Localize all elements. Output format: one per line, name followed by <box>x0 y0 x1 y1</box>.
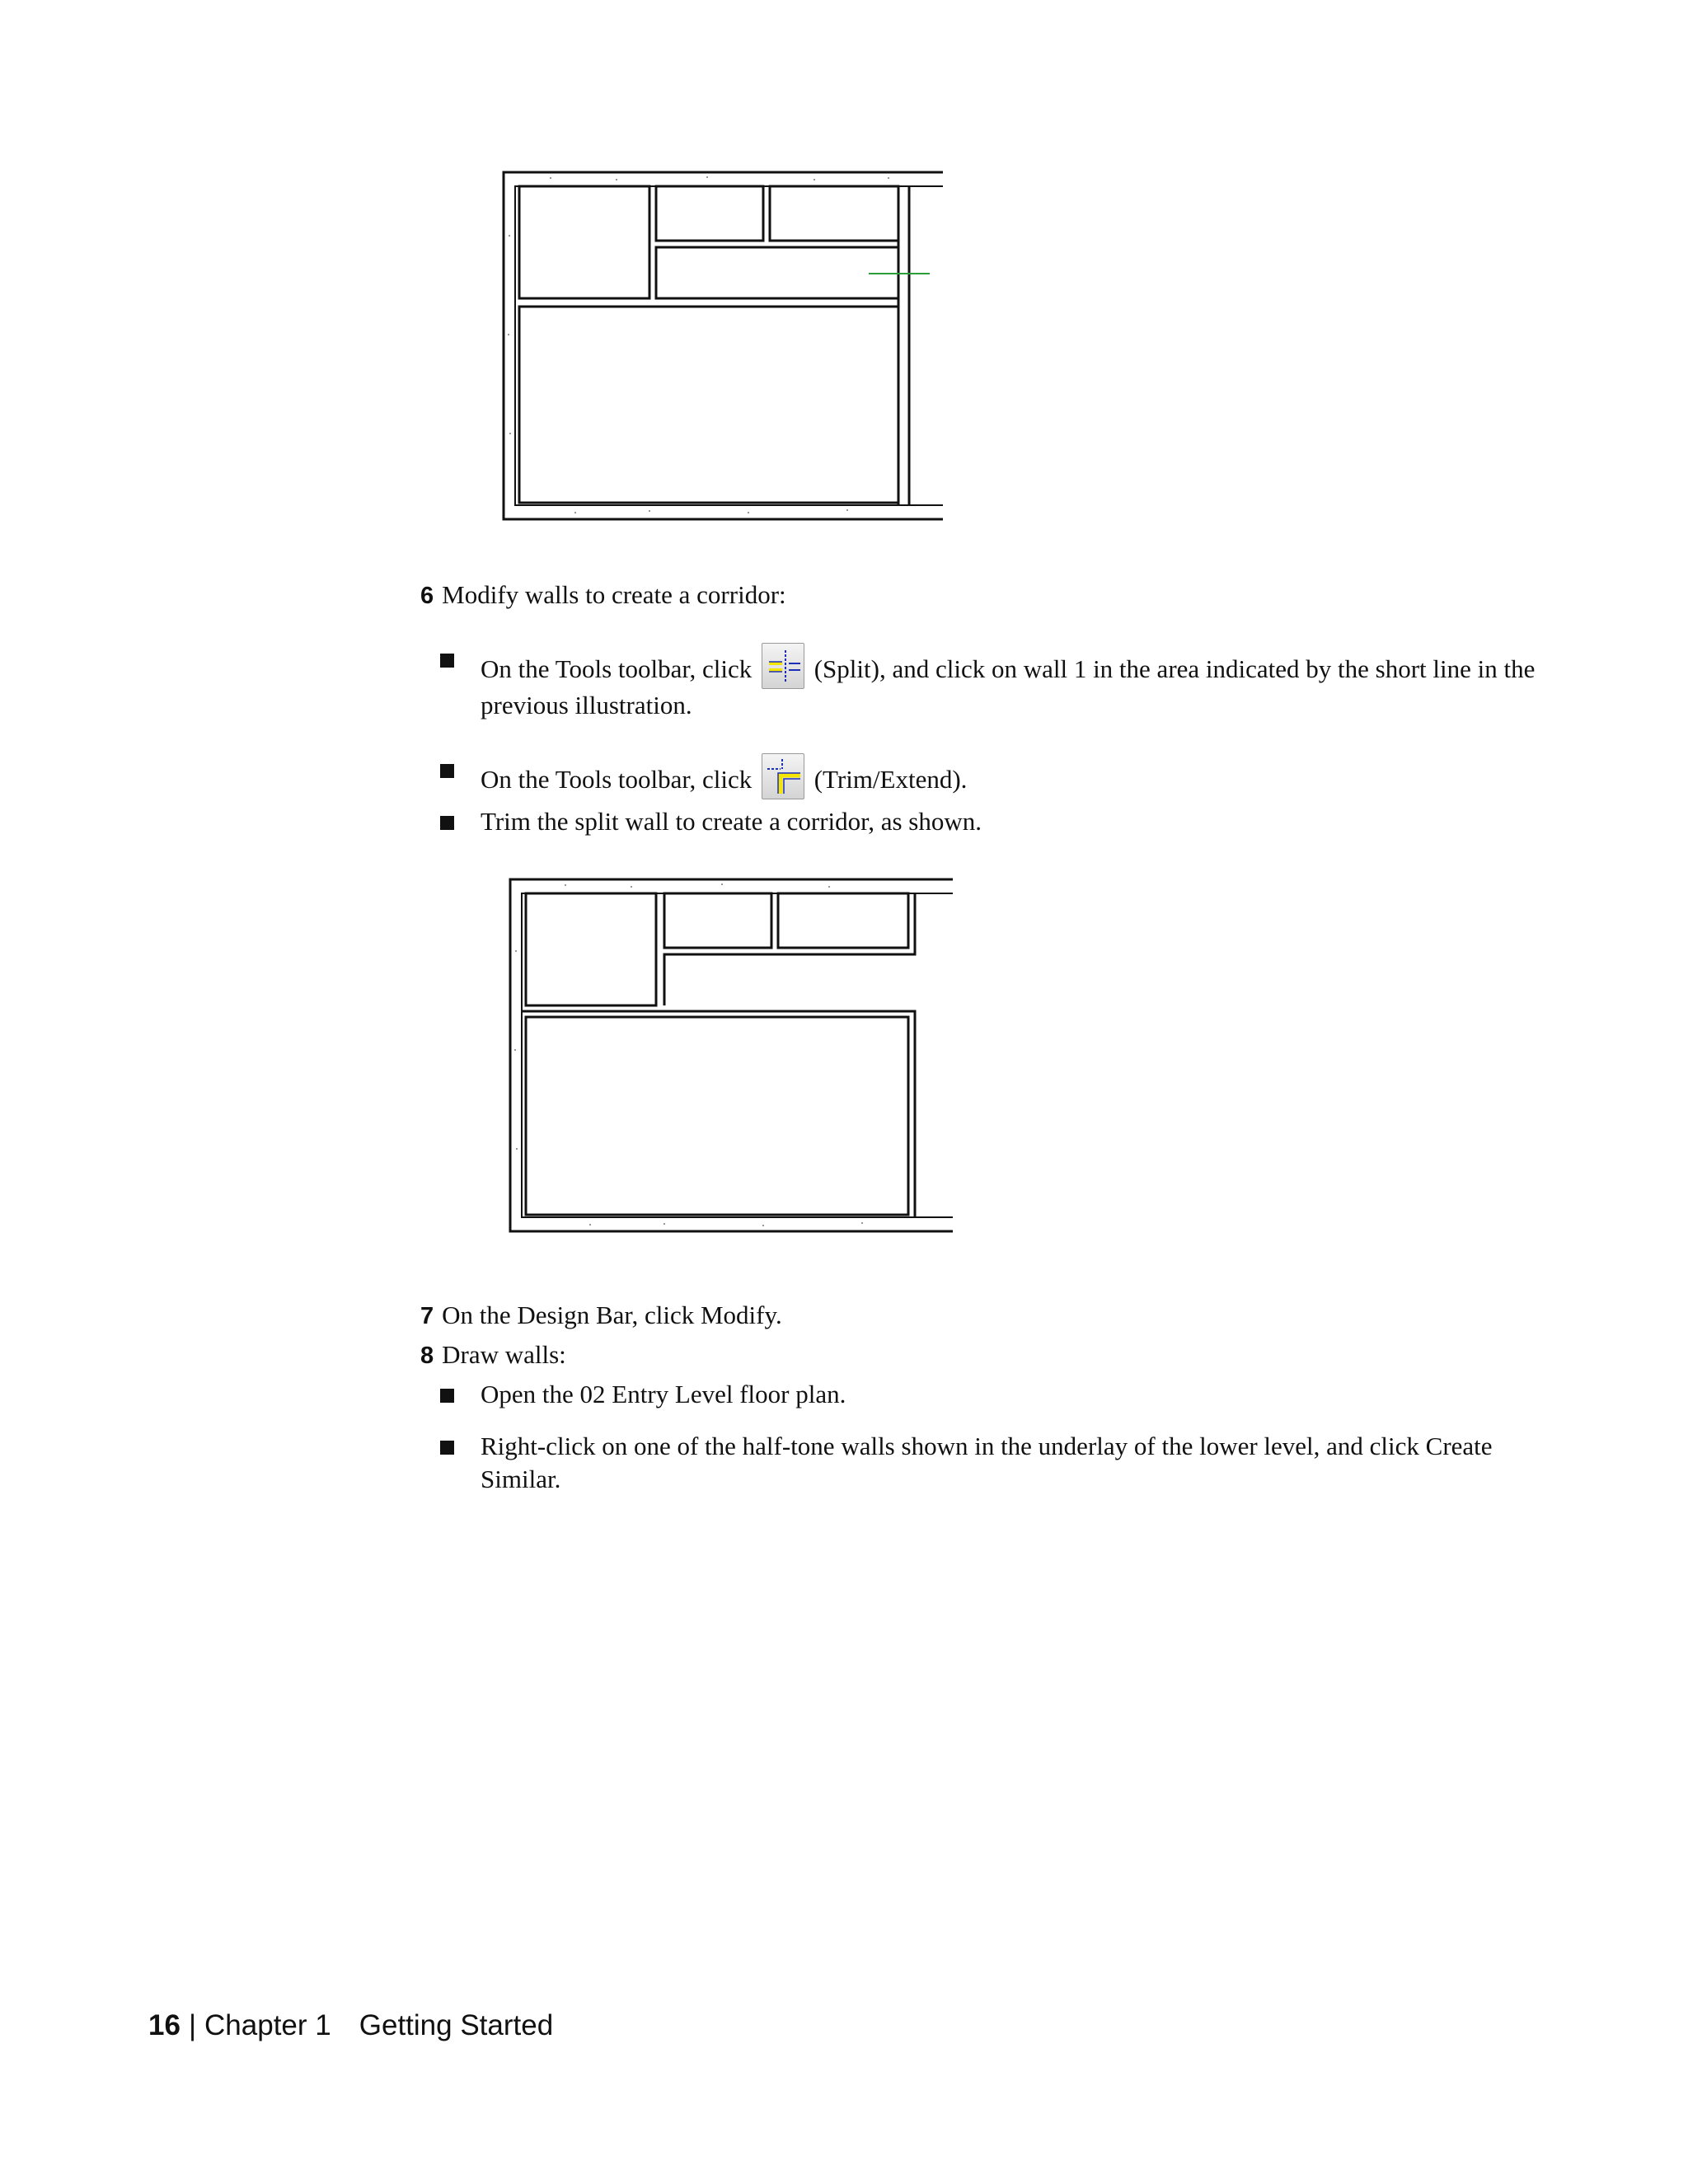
floor-plan-before <box>501 170 943 524</box>
exterior-wall-outer <box>504 172 943 519</box>
bullet-marker <box>440 816 454 830</box>
wall-hatching <box>508 176 889 513</box>
bullet-marker <box>440 1389 454 1403</box>
chapter-label: Chapter 1 <box>204 2009 331 2041</box>
room-wall-1 <box>656 247 898 298</box>
room-large <box>526 1017 908 1215</box>
step-number: 6 <box>420 583 434 609</box>
split-icon[interactable] <box>762 643 804 689</box>
room-top-right <box>778 893 908 948</box>
bullet-text-after: (Split), and click on wall 1 in the area indicated by the short line in the previous illustration. <box>481 654 1536 719</box>
floor-plan-after <box>508 877 953 1236</box>
step-6 <box>420 579 786 612</box>
wall-hatching <box>514 883 863 1226</box>
bullet-text-before: On the Tools toolbar, click <box>481 654 753 683</box>
step-8 <box>420 1338 566 1372</box>
bullet-text-before: On the Tools toolbar, click <box>481 765 753 794</box>
exterior-wall-inner <box>522 893 953 1217</box>
step-number: 7 <box>420 1303 434 1329</box>
corridor-wall-upper <box>664 893 915 1005</box>
step-text: On the Design Bar, click Modify. <box>442 1301 782 1329</box>
footer-separator: | <box>188 2009 197 2041</box>
step-text: Modify walls to create a corridor: <box>442 580 786 609</box>
bullet-text: Right-click on one of the half-tone walls shown in the underlay of the lower level, and click Create Similar. <box>481 1432 1493 1493</box>
step-number: 8 <box>420 1343 434 1369</box>
page-number: 16 <box>148 2009 181 2041</box>
exterior-wall-inner <box>515 186 943 505</box>
bullet-text: Open the 02 Entry Level floor plan. <box>481 1380 846 1408</box>
room-top-right <box>770 186 898 241</box>
bullet-text-after: (Trim/Extend). <box>814 765 968 794</box>
room-top-left <box>519 186 649 298</box>
room-top-middle <box>664 893 771 948</box>
bullet-marker <box>440 654 454 668</box>
chapter-title: Getting Started <box>359 2009 554 2041</box>
bullet-text: Trim the split wall to create a corridor, as shown. <box>481 807 982 836</box>
room-large <box>519 307 898 503</box>
room-top-left <box>526 893 656 1005</box>
corridor-wall-lower <box>522 1011 915 1217</box>
trim-extend-icon[interactable] <box>762 753 804 799</box>
page-footer <box>148 2009 553 2042</box>
room-top-middle <box>656 186 763 241</box>
step-7 <box>420 1299 782 1333</box>
bullet-marker <box>440 764 454 778</box>
bullet-marker <box>440 1441 454 1455</box>
exterior-wall-outer <box>510 879 953 1231</box>
step-text: Draw walls: <box>442 1340 566 1369</box>
